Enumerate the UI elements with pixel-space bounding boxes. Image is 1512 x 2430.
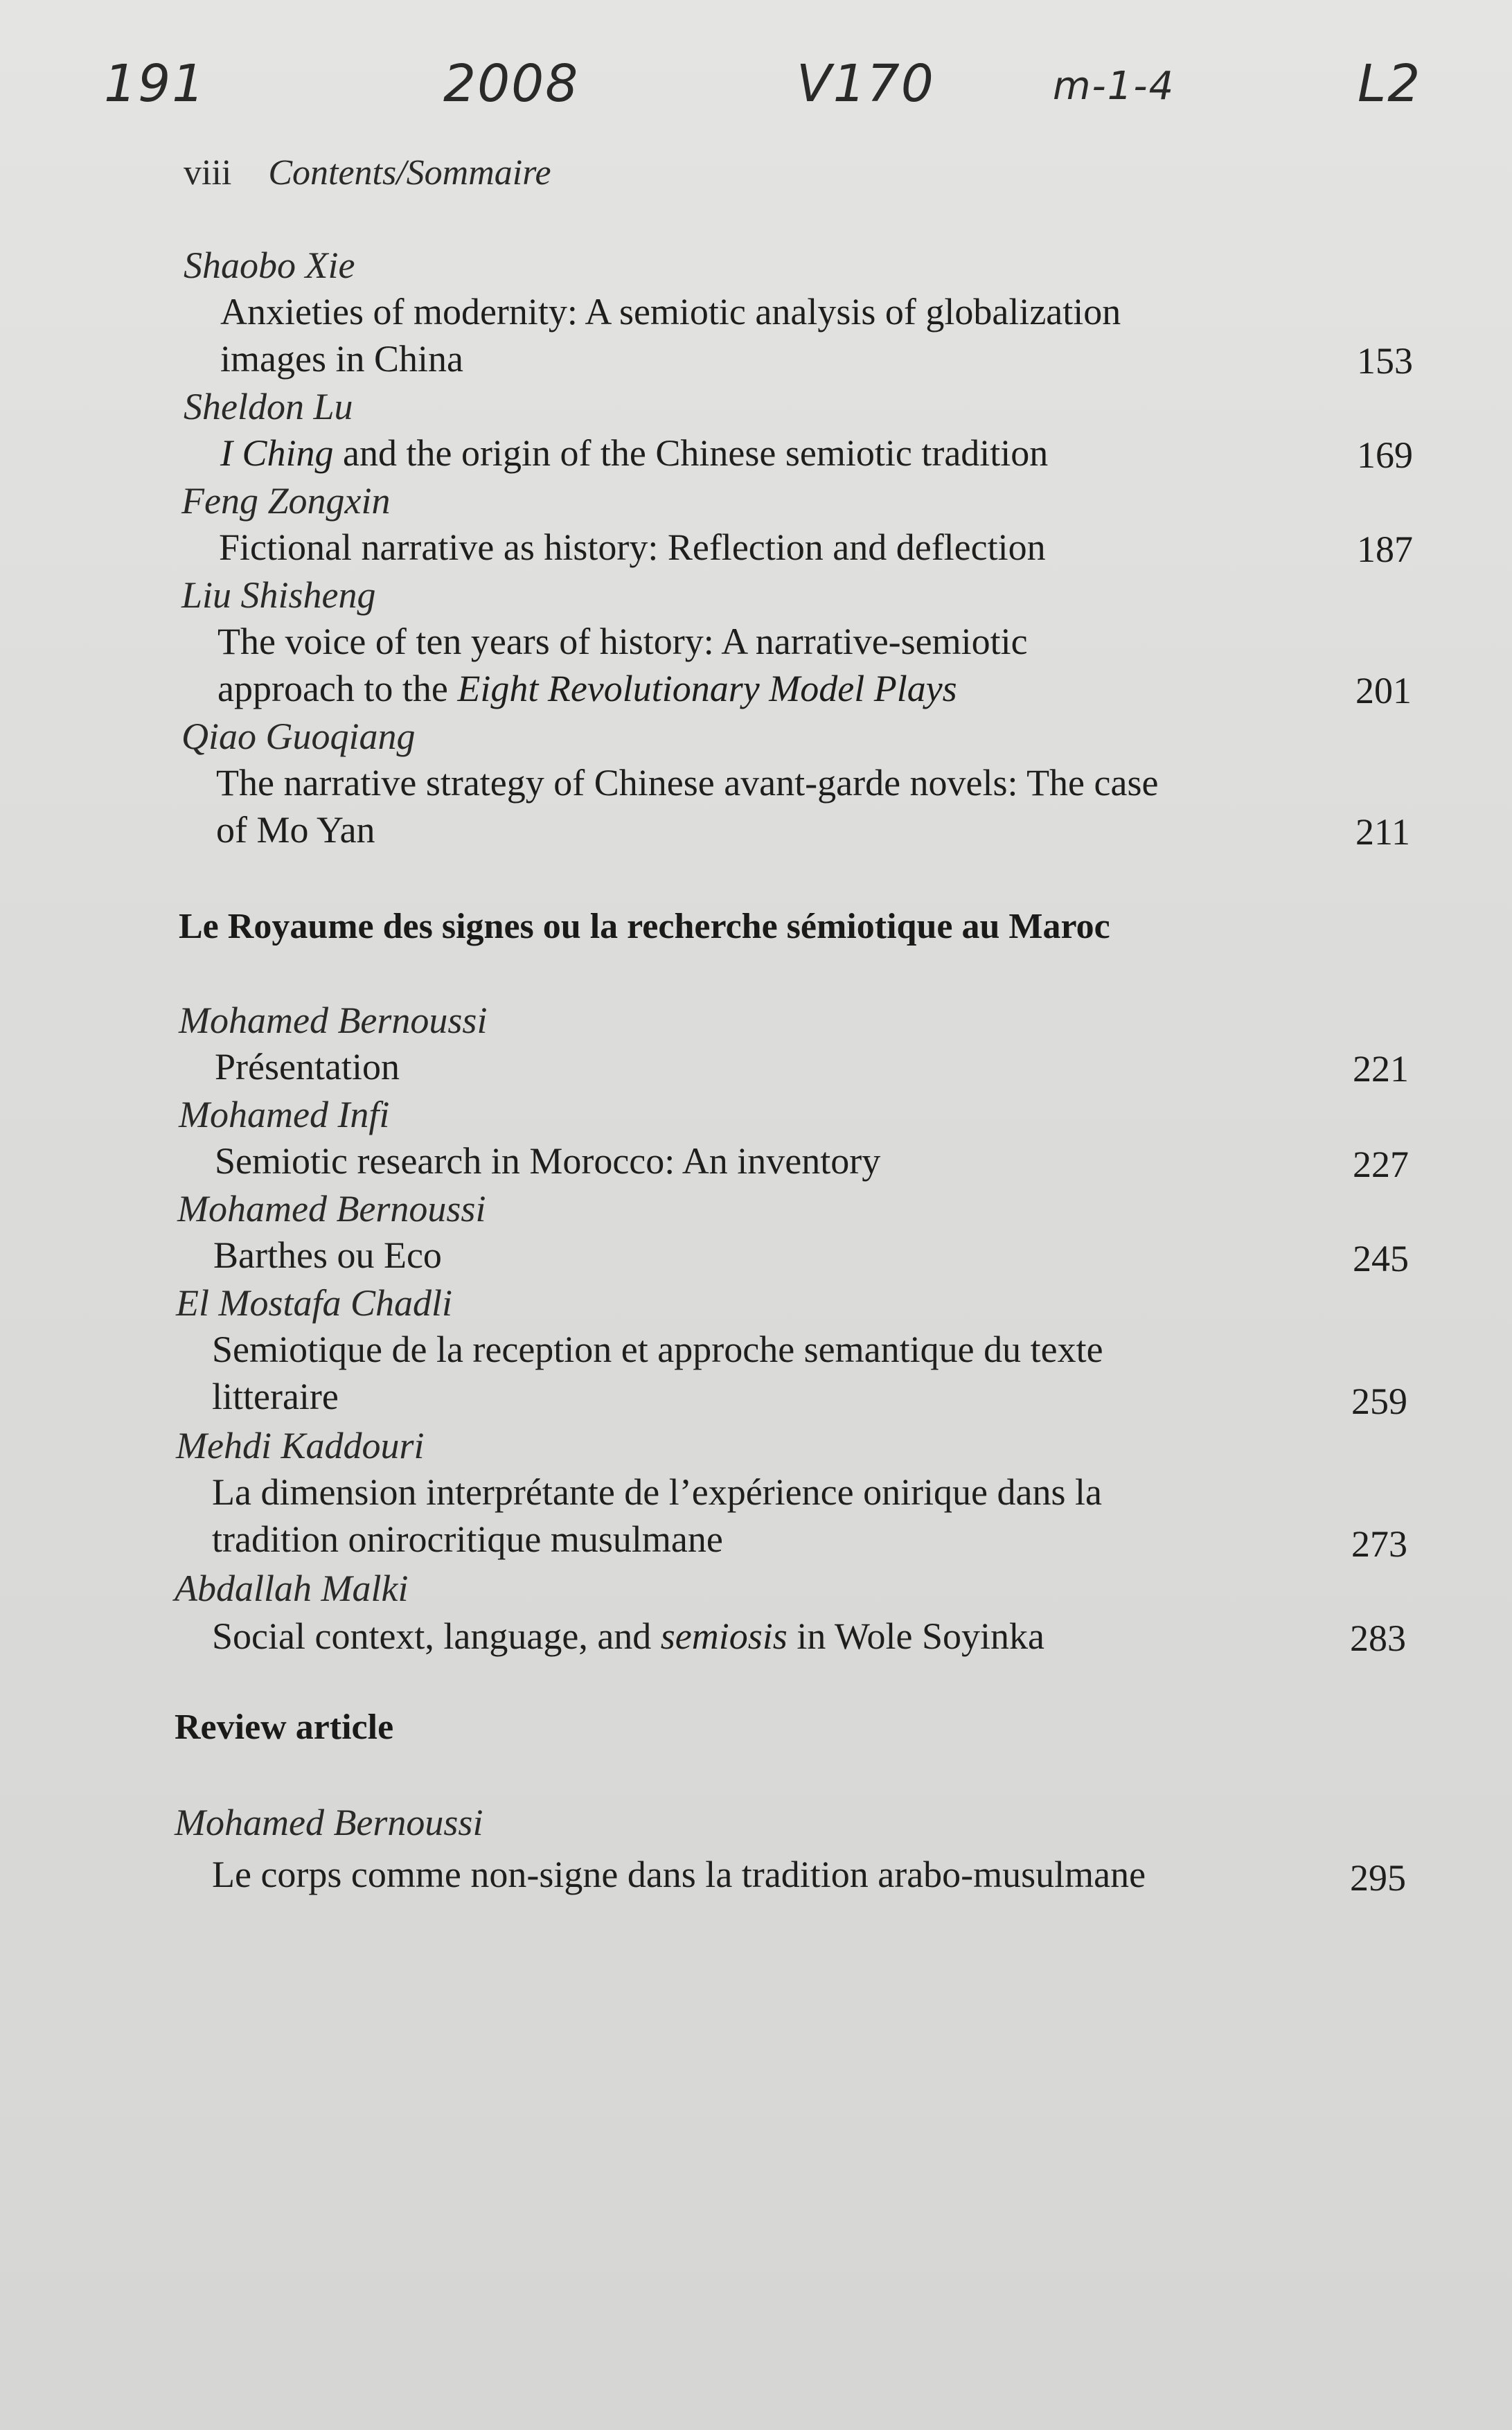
entry-title: Anxieties of modernity: A semiotic analysis of globalization images in China: [220, 291, 1121, 380]
entry-author: Liu Shisheng: [181, 574, 376, 616]
entry-page-number: 227: [1353, 1144, 1409, 1185]
entry-title: Semiotique de la reception et approche semantique du texte litteraire: [212, 1329, 1103, 1417]
entry-author: El Mostafa Chadli: [176, 1282, 453, 1324]
entry-title: I Ching and the origin of the Chinese semiotic tradition: [220, 432, 1049, 474]
entry-author: Mehdi Kaddouri: [176, 1425, 425, 1466]
entry-title: The voice of ten years of history: A narrative-semiotic approach to the Eight Revolutionary Model Plays: [217, 621, 1028, 709]
entry-author: Mohamed Bernoussi: [179, 1000, 488, 1041]
entry-page-number: 273: [1351, 1523, 1407, 1565]
entry-title: Fictional narrative as history: Reflection and deflection: [219, 526, 1046, 568]
entry-page-number: 245: [1353, 1238, 1409, 1279]
handwritten-note-4: m-1-4: [1053, 64, 1175, 109]
entry-page-number: 201: [1355, 670, 1412, 711]
entry-page-number: 169: [1357, 434, 1413, 476]
entry-page-number: 211: [1355, 811, 1410, 853]
entry-title: Le corps comme non-signe dans la tradition arabo-musulmane: [212, 1854, 1146, 1895]
entry-author: Abdallah Malki: [175, 1568, 409, 1609]
entry-title: La dimension interprétante de l’expérience onirique dans la tradition onirocritique musulmane: [212, 1471, 1102, 1560]
entry-author: Feng Zongxin: [181, 480, 391, 522]
entry-page-number: 283: [1350, 1617, 1406, 1659]
entry-page-number: 153: [1357, 340, 1413, 382]
entry-title: The narrative strategy of Chinese avant-garde novels: The case of Mo Yan: [216, 762, 1159, 851]
header-page-number: viii: [184, 153, 232, 193]
entry-author: Mohamed Bernoussi: [175, 1802, 483, 1843]
entry-title: Barthes ou Eco: [213, 1234, 442, 1276]
entry-page-number: 187: [1357, 529, 1413, 570]
header-title: Contents/Sommaire: [268, 153, 551, 193]
entry-author: Mohamed Bernoussi: [177, 1188, 486, 1230]
entry-page-number: 221: [1353, 1048, 1409, 1090]
entry-author: Mohamed Infi: [179, 1094, 390, 1135]
entry-title: Semiotic research in Morocco: An inventory: [215, 1140, 881, 1182]
entry-author: Sheldon Lu: [184, 386, 353, 427]
entry-author: Qiao Guoqiang: [181, 716, 416, 757]
handwritten-note-3: V170: [797, 54, 935, 114]
running-header: [184, 152, 551, 193]
entry-page-number: 295: [1350, 1857, 1406, 1899]
entry-author: Shaobo Xie: [184, 245, 355, 286]
section-heading-review: Review article: [175, 1708, 394, 1747]
entry-title: Social context, language, and semiosis in Wole Soyinka: [212, 1615, 1044, 1657]
handwritten-note-5: L2: [1358, 54, 1422, 114]
section-heading-maroc: Le Royaume des signes ou la recherche sémiotique au Maroc: [179, 907, 1110, 946]
handwritten-note-1: 191: [104, 54, 206, 114]
handwritten-note-2: 2008: [443, 54, 580, 114]
entry-title: Présentation: [215, 1046, 400, 1088]
entry-page-number: 259: [1351, 1381, 1407, 1422]
